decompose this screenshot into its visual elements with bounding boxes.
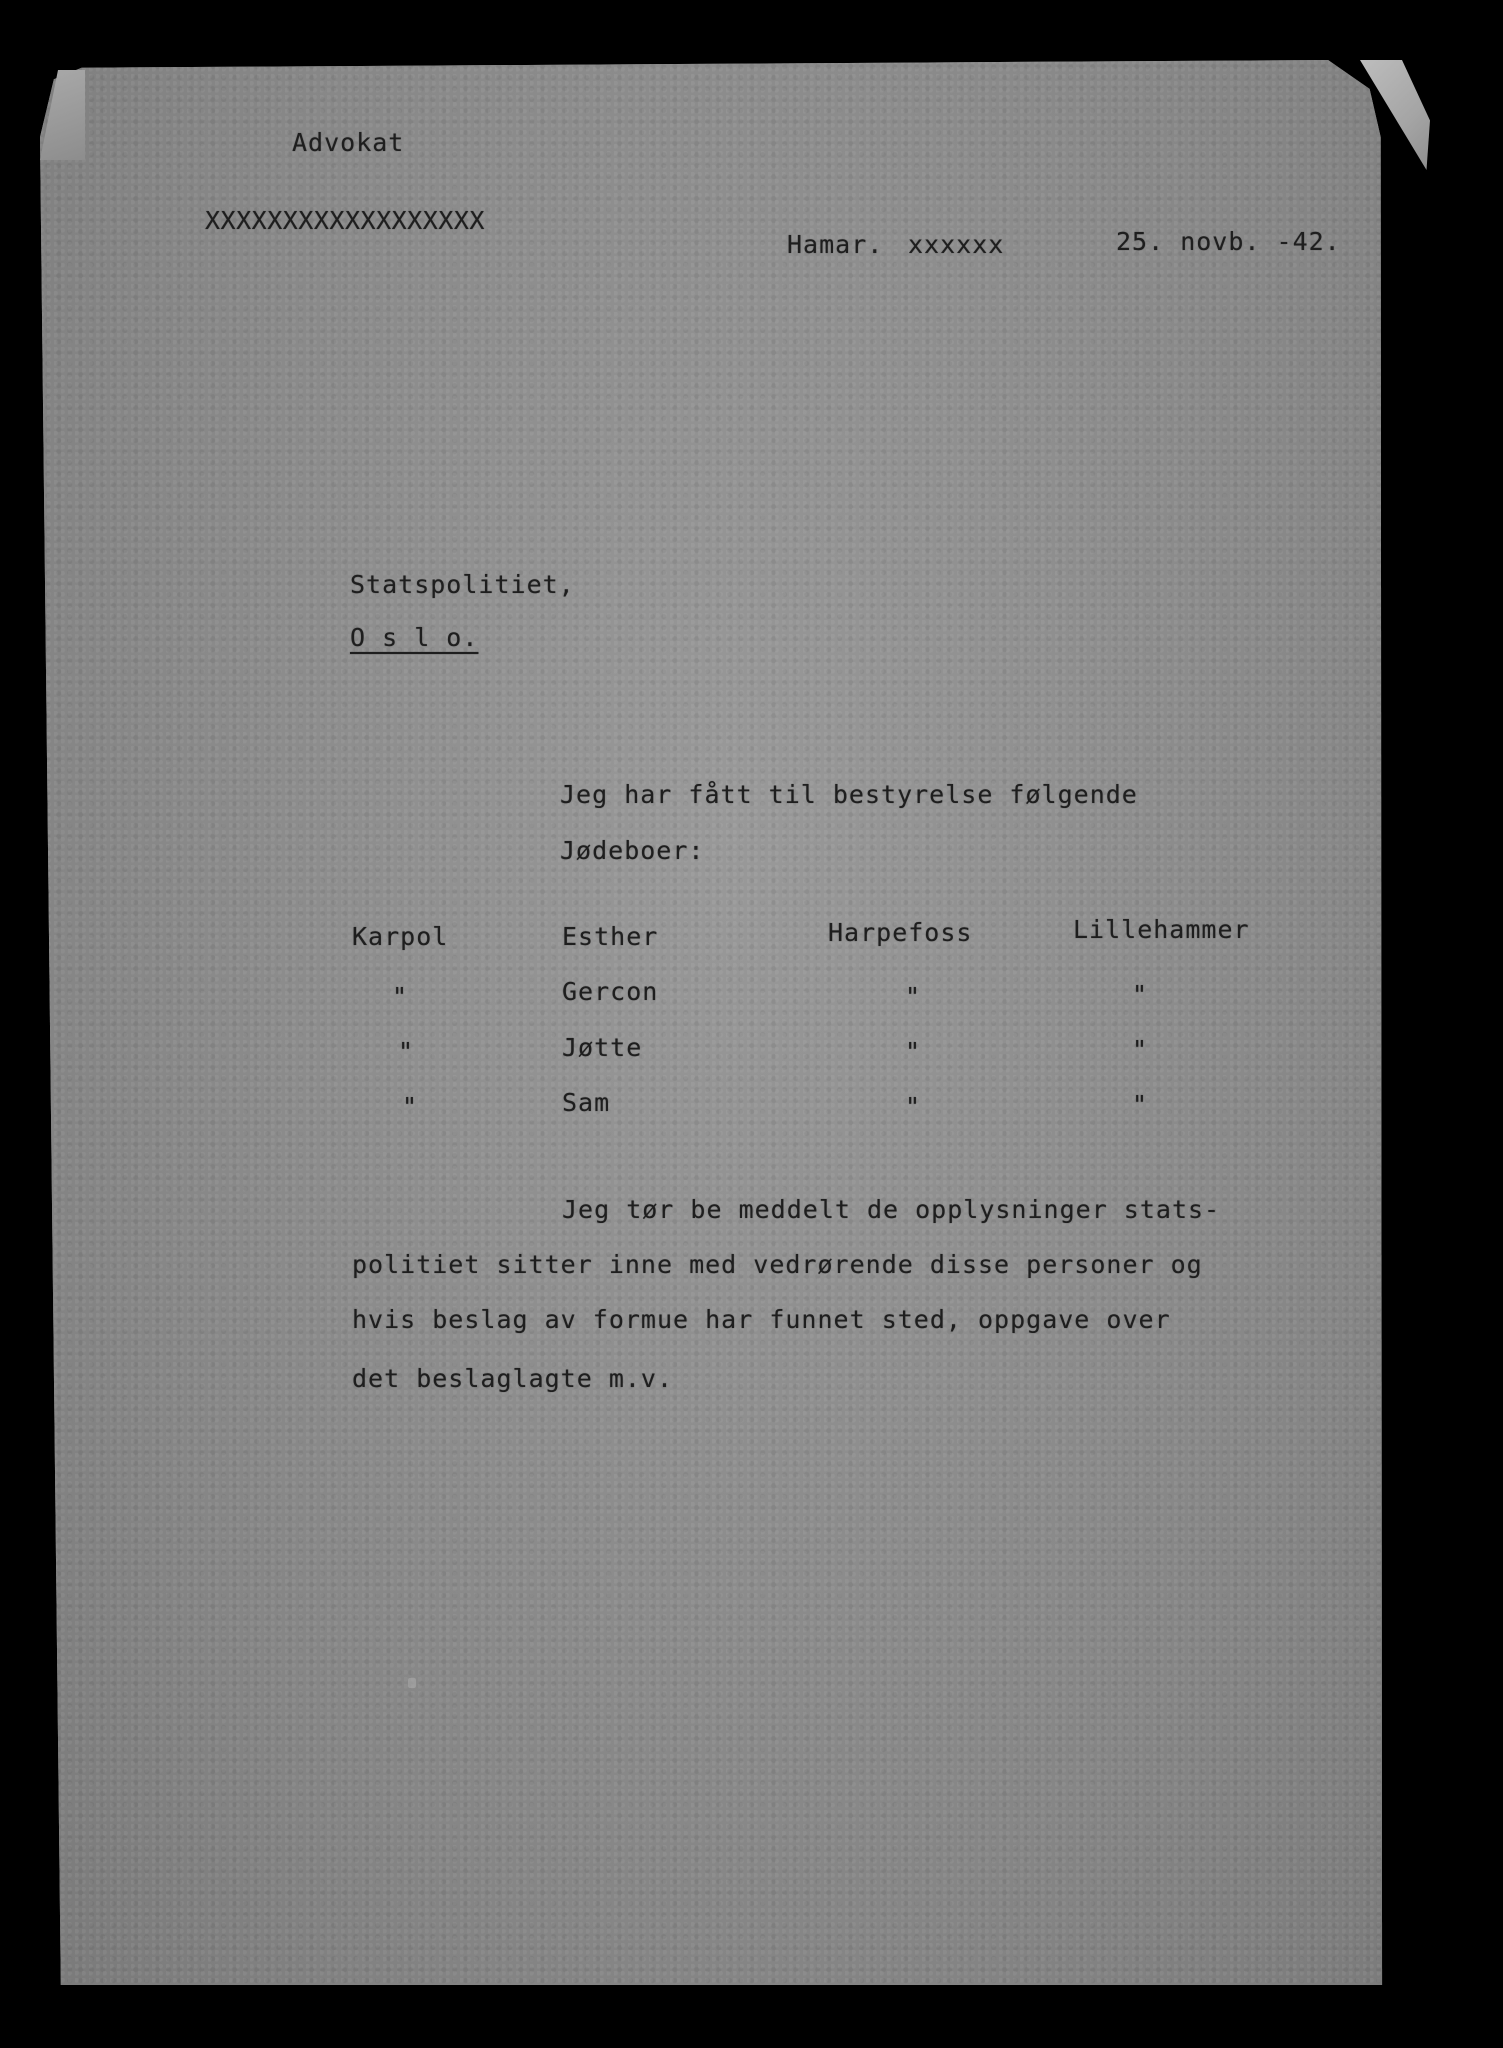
paper-speck [408,1678,416,1688]
document-page [40,60,1425,1985]
row-town: " [1132,1035,1149,1064]
row-surname: Karpol [352,922,449,951]
recipient-line1: Statspolitiet, [350,570,575,599]
row-surname: " [392,982,409,1011]
row-town: " [1132,1090,1149,1119]
body-line3: hvis beslag av formue har funnet sted, oppgave over [352,1305,1171,1334]
dateline-place: Hamar. [787,230,884,259]
row-town: " [1132,980,1149,1009]
row-place: " [905,1092,922,1121]
row-town: Lillehammer [1073,915,1250,944]
row-first-name: Gercon [562,977,659,1006]
row-place: " [905,1037,922,1066]
body-line1: Jeg tør be meddelt de opplysninger stats- [562,1195,1221,1224]
row-surname: " [402,1092,419,1121]
intro-line1: Jeg har fått til bestyrelse følgende [560,780,1138,809]
dateline-date: 25. novb. -42. [1116,227,1341,256]
intro-line2: Jødeboer: [560,836,705,865]
letterhead-struck-line: XXXXXXXXXXXXXXXXXX [205,206,485,235]
row-surname: " [398,1037,415,1066]
row-first-name: Esther [562,922,659,951]
row-place: Harpefoss [828,918,973,947]
row-first-name: Jøtte [562,1033,643,1062]
row-place: " [905,982,922,1011]
body-line4: det beslaglagte m.v. [352,1364,674,1393]
dateline-struck: xxxxxx [908,230,1005,259]
letterhead-title: Advokat [292,128,405,157]
row-first-name: Sam [562,1088,611,1117]
recipient-line2: O s l o. [350,623,479,652]
body-line2: politiet sitter inne med vedrørende disse personer og [352,1250,1203,1279]
